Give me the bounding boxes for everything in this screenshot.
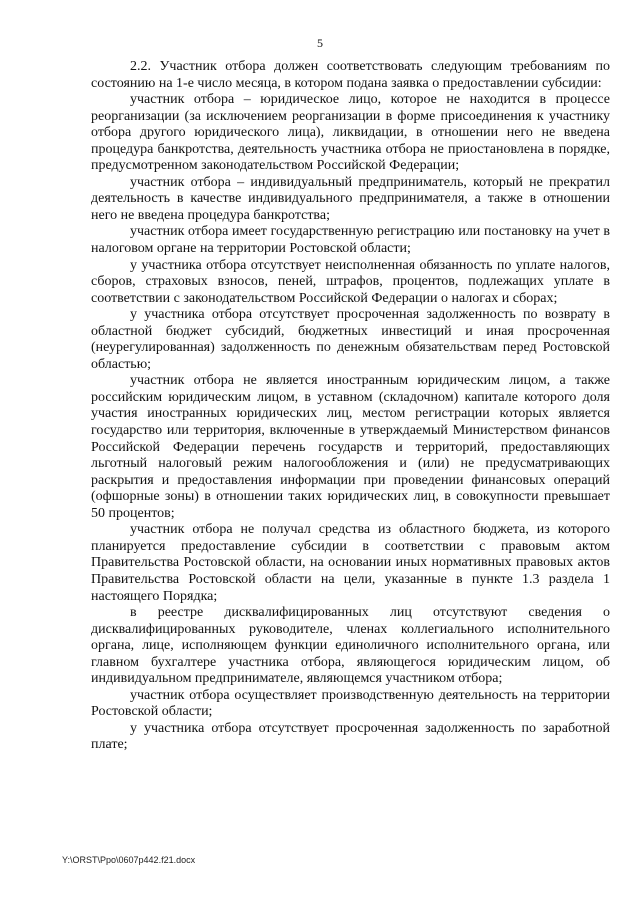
requirement-registration: участник отбора имеет государственную регистрацию или постановку на учет в налоговом органе на территории Ростовской области; [91, 224, 610, 257]
requirement-production-activity: участник отбора осуществляет производственную деятельность на территории Ростовской области; [91, 687, 610, 720]
footer-file-path: Y:\ORST\Ppo\0607p442.f21.docx [62, 855, 196, 865]
page-number: 5 [317, 36, 323, 50]
paragraph-2-2-intro: 2.2. Участник отбора должен соответствовать следующим требованиям по состоянию на 1-е число месяца, в котором подана заявка о предоставлении субсидии: [91, 59, 610, 91]
requirement-individual-entrepreneur: участник отбора – индивидуальный предприниматель, который не прекратил деятельность в качестве индивидуального предпринимателя, а также в отношении него не введена процедура банкротства; [91, 174, 610, 223]
requirement-disqualification-registry: в реестре дисквалифицированных лиц отсутствуют сведения о дисквалифицированных руководителе, членах коллегиального исполнительного органа, лице, исполняющем функции единоличного исполнительного органа, или главном бухгалтере участника отбора, являющегося юридическим лицом, об индивидуальном предпринимателе, являющемся участником отбора; [91, 605, 610, 687]
requirement-not-foreign-entity: участник отбора не является иностранным юридическим лицом, а также российским юридическим лицом, в уставном (складочном) капитале которого доля участия иностранных юридических лиц, местом регистрации которых является государство или территория, включенные в утверждаемый Министерством финансов Российской Федерации перечень государств и территорий, предоставляющих льготный налоговый режим налогообложения и (или) не предусматривающих раскрытия и предоставления информации при проведении финансовых операций (офшорные зоны) в отношении таких юридических лиц, в совокупности превышает 50 процентов; [91, 373, 610, 521]
requirement-no-other-funds: участник отбора не получал средства из областного бюджета, из которого планируется предоставление субсидии в соответствии с правовым актом Правительства Ростовской области, на основании иных нормативных правовых актов Правительства Ростовской области на цели, указанные в пункте 1.3 раздела 1 настоящего Порядка; [91, 522, 610, 604]
requirement-no-wage-arrears: у участника отбора отсутствует просроченная задолженность по заработной плате; [91, 720, 610, 753]
requirement-no-tax-debt: у участника отбора отсутствует неисполненная обязанность по уплате налогов, сборов, страховых взносов, пеней, штрафов, процентов, подлежащих уплате в соответствии с законодательством Российской Федерации о налогах и сборах; [91, 257, 610, 306]
requirement-no-overdue-debt: у участника отбора отсутствует просроченная задолженность по возврату в областной бюджет субсидий, бюджетных инвестиций и иная просроченная (неурегулированная) задолженность по денежным обязательствам перед Ростовской областью; [91, 307, 610, 372]
requirement-legal-entity: участник отбора – юридическое лицо, которое не находится в процессе реорганизации (за исключением реорганизации в форме присоединения к участнику отбора другого юридического лица), ликвидации, в отношении него не введена процедура банкротства, деятельность участника отбора не приостановлена в порядке, предусмотренном законодательством Российской Федерации; [91, 92, 610, 174]
document-body [91, 59, 610, 754]
